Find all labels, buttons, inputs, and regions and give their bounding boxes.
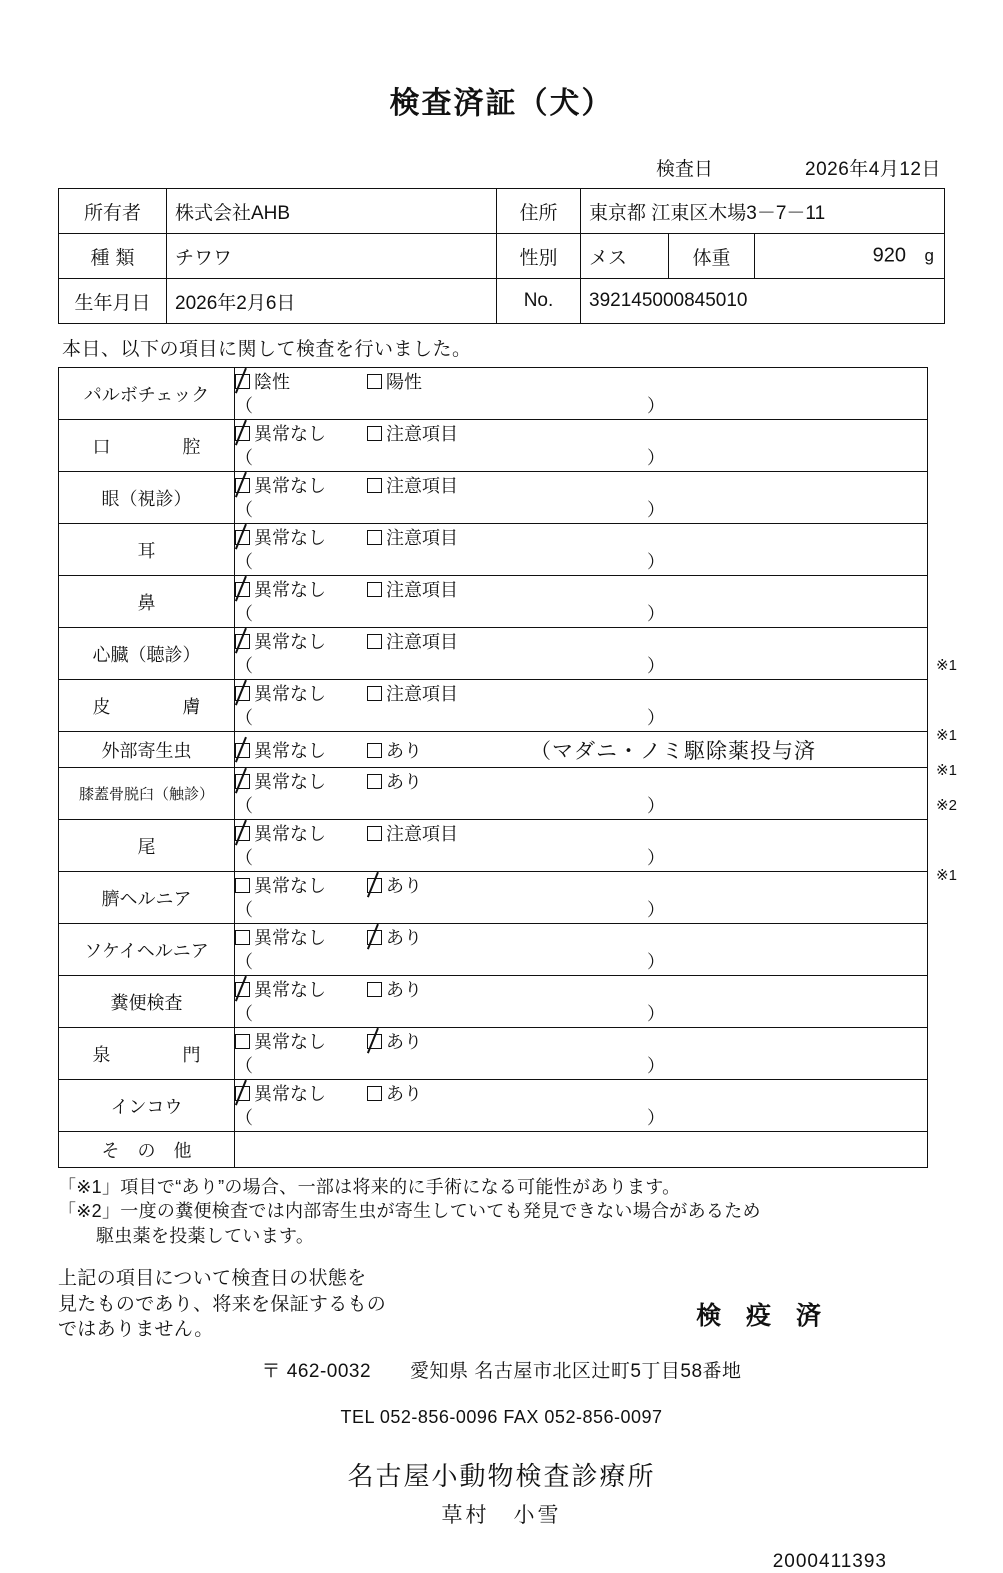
checkbox-box[interactable] — [367, 634, 382, 649]
remark-parentheses: （ ） — [235, 396, 665, 416]
lower-block — [58, 1266, 945, 1341]
sex-label: 性別 — [497, 234, 581, 279]
remark-parentheses: （ ） — [235, 656, 665, 676]
check-mark-icon — [236, 576, 254, 602]
check-mark-icon — [236, 737, 254, 763]
checkbox-box[interactable] — [235, 878, 250, 893]
option-label: 異常なし — [254, 740, 326, 761]
check-item-label: 皮 膚 — [59, 680, 235, 732]
table-row — [59, 680, 928, 732]
footnote-marker: ※2 — [936, 796, 957, 814]
veterinarian-name: 草村 小雪 — [441, 1503, 562, 1527]
checkbox-option-1[interactable] — [235, 924, 367, 950]
check-item-options — [235, 472, 928, 524]
option-label: あり — [386, 1032, 422, 1052]
footnote-1: 「※1」項目で“あり”の場合、一部は将来的に手術になる可能性があります。 — [58, 1177, 681, 1197]
option-label: 異常なし — [254, 632, 326, 652]
checkbox-box[interactable] — [367, 826, 382, 841]
remark-parentheses: （ ） — [235, 796, 665, 816]
checkbox-box[interactable] — [235, 930, 250, 945]
table-row — [59, 924, 928, 976]
weight-label: 体重 — [668, 234, 754, 279]
birth-label: 生年月日 — [59, 279, 167, 324]
no-label: No. — [497, 279, 581, 324]
remark-parentheses: （ ） — [235, 500, 665, 520]
checkbox-box[interactable] — [235, 774, 250, 789]
checkbox-option-2[interactable] — [367, 737, 517, 763]
remark-parentheses: （ ） — [235, 952, 665, 972]
checkbox-box[interactable] — [367, 774, 382, 789]
checkbox-box[interactable] — [367, 686, 382, 701]
checkbox-option-2[interactable] — [367, 472, 517, 498]
checkbox-option-1[interactable] — [235, 768, 367, 794]
other-label: そ の 他 — [59, 1132, 235, 1168]
checkbox-option-2[interactable] — [367, 820, 517, 846]
check-item-label: 尾 — [59, 820, 235, 872]
check-mark-icon — [236, 472, 254, 498]
option-label: 異常なし — [254, 580, 326, 600]
table-row-other — [59, 1132, 928, 1168]
check-mark-icon — [368, 924, 386, 950]
sex-value: メス — [581, 234, 669, 279]
disclaimer-line-1: 上記の項目について検査日の状態を — [58, 1267, 367, 1289]
check-mark-icon — [236, 1080, 254, 1106]
info-table — [58, 188, 945, 324]
address-value: 東京都 江東区木場3－7－11 — [581, 189, 945, 234]
option-label: 異常なし — [254, 772, 326, 792]
option-label: 異常なし — [254, 824, 326, 844]
option-label: 異常なし — [254, 528, 326, 548]
table-row — [59, 472, 928, 524]
check-item-options — [235, 820, 928, 872]
check-item-label: 心臓（聴診） — [59, 628, 235, 680]
clinic-name: 名古屋小動物検査診療所 — [347, 1460, 656, 1491]
check-item-label: 臍ヘルニア — [59, 872, 235, 924]
remark-parentheses: （ ） — [235, 1108, 665, 1128]
check-mark-icon — [236, 976, 254, 1002]
check-item-label: パルボチェック — [59, 368, 235, 420]
check-mark-icon — [236, 368, 254, 394]
footnote-marker: ※1 — [936, 656, 957, 674]
option-label: あり — [386, 876, 422, 896]
page-title: 検査済証（犬） — [389, 87, 614, 120]
table-row — [59, 628, 928, 680]
check-item-options — [235, 924, 928, 976]
table-row — [59, 576, 928, 628]
checkbox-box[interactable] — [367, 426, 382, 441]
option-label: 注意項目 — [386, 824, 458, 844]
checkbox-option-2[interactable] — [367, 872, 517, 898]
table-row — [59, 1080, 928, 1132]
option-label: 陰性 — [254, 372, 290, 392]
exam-date-row — [58, 154, 941, 181]
table-row — [59, 820, 928, 872]
checkbox-box[interactable] — [235, 982, 250, 997]
breed-label: 種類 — [59, 234, 167, 279]
owner-label: 所有者 — [59, 189, 167, 234]
check-mark-icon — [236, 628, 254, 654]
checkbox-option-1[interactable] — [235, 472, 367, 498]
exam-statement: 本日、以下の項目に関して検査を行いました。 — [62, 339, 472, 360]
footnote-marker: ※1 — [936, 761, 957, 779]
checkbox-box[interactable] — [367, 743, 382, 758]
remark-parentheses: （ ） — [235, 900, 665, 920]
option-label: あり — [386, 740, 422, 761]
check-table — [58, 367, 928, 1168]
check-item-options — [235, 420, 928, 472]
check-table-wrap — [58, 367, 957, 1168]
checkbox-box[interactable] — [235, 1086, 250, 1101]
check-item-label: 口 腔 — [59, 420, 235, 472]
checkbox-option-2[interactable] — [367, 628, 517, 654]
disclaimer-line-2: 見たものであり、将来を保証するもの — [58, 1293, 387, 1315]
checkbox-box[interactable] — [235, 582, 250, 597]
checkbox-box[interactable] — [235, 826, 250, 841]
check-item-note: （マダニ・ノミ駆除薬投与済 — [530, 739, 816, 763]
remark-parentheses: （ ） — [235, 448, 665, 468]
check-item-options — [235, 680, 928, 732]
check-item-label: 糞便検査 — [59, 976, 235, 1028]
table-row — [59, 768, 928, 820]
checkbox-box[interactable] — [367, 530, 382, 545]
option-label: 注意項目 — [386, 632, 458, 652]
checkbox-box[interactable] — [367, 478, 382, 493]
weight-unit: g — [924, 246, 934, 265]
check-item-label: ソケイヘルニア — [59, 924, 235, 976]
clinic-address: 〒 462-0032 愛知県 名古屋市北区辻町5丁目58番地 — [261, 1360, 742, 1382]
owner-value: 株式会社AHB — [167, 189, 497, 234]
remark-parentheses: （ ） — [235, 604, 665, 624]
footnote-3: 駆虫薬を投薬しています。 — [96, 1225, 315, 1246]
option-label: 注意項目 — [386, 580, 458, 600]
table-row — [59, 872, 928, 924]
check-mark-icon — [236, 820, 254, 846]
option-label: あり — [386, 1084, 422, 1104]
checkbox-option-2[interactable] — [367, 524, 517, 550]
footnote-marker: ※1 — [936, 726, 957, 744]
check-mark-icon — [236, 420, 254, 446]
table-row — [59, 420, 928, 472]
option-label: 異常なし — [254, 876, 326, 896]
remark-parentheses: （ ） — [235, 552, 665, 572]
checkbox-option-1[interactable] — [235, 737, 367, 763]
remark-parentheses: （ ） — [235, 848, 665, 868]
checkbox-option-1[interactable] — [235, 976, 367, 1002]
footnote-marker: ※1 — [936, 866, 957, 884]
option-label: 異常なし — [254, 684, 326, 704]
exam-date-value: 2026年4月12日 — [805, 159, 941, 180]
table-row-birth — [59, 279, 945, 324]
checkbox-box[interactable] — [367, 1034, 382, 1049]
option-label: 注意項目 — [386, 476, 458, 496]
serial-number: 2000411393 — [772, 1550, 887, 1572]
check-mark-icon — [236, 524, 254, 550]
check-item-options — [235, 976, 928, 1028]
checkbox-option-1[interactable] — [235, 420, 367, 446]
weight-value-cell — [754, 234, 944, 279]
remark-parentheses: （ ） — [235, 1004, 665, 1024]
checkbox-box[interactable] — [235, 743, 250, 758]
check-mark-icon — [236, 768, 254, 794]
option-label: 異常なし — [254, 980, 326, 1000]
option-label: あり — [386, 980, 422, 1000]
checkbox-box[interactable] — [235, 426, 250, 441]
address-label: 住所 — [497, 189, 581, 234]
option-label: 異常なし — [254, 476, 326, 496]
checkbox-box[interactable] — [235, 1034, 250, 1049]
certificate-page — [0, 78, 1003, 1572]
breed-value: チワワ — [167, 234, 497, 279]
checkbox-option-1[interactable] — [235, 680, 367, 706]
checkbox-option-2[interactable] — [367, 768, 517, 794]
checkbox-option-1[interactable] — [235, 628, 367, 654]
option-label: 異常なし — [254, 1084, 326, 1104]
check-item-label: 泉 門 — [59, 1028, 235, 1080]
check-item-label: 眼（視診） — [59, 472, 235, 524]
checkbox-box[interactable] — [367, 982, 382, 997]
checkbox-option-2[interactable] — [367, 1080, 517, 1106]
option-label: 注意項目 — [386, 684, 458, 704]
checkbox-option-2[interactable] — [367, 420, 517, 446]
check-item-options — [235, 732, 928, 768]
checkbox-box[interactable] — [235, 530, 250, 545]
checkbox-option-2[interactable] — [367, 368, 517, 394]
footnote-2: 「※2」一度の糞便検査では内部寄生虫が寄生していても発見できない場合があるため — [58, 1201, 761, 1222]
option-label: あり — [386, 772, 422, 792]
no-value: 392145000845010 — [581, 279, 945, 324]
option-label: あり — [386, 928, 422, 948]
table-row — [59, 368, 928, 420]
checkbox-option-2[interactable] — [367, 576, 517, 602]
remark-parentheses: （ ） — [235, 708, 665, 728]
checkbox-option-1[interactable] — [235, 872, 367, 898]
table-row-breed — [59, 234, 945, 279]
clinic-tel: TEL 052-856-0096 FAX 052-856-0097 — [340, 1406, 663, 1427]
checkbox-option-1[interactable] — [235, 524, 367, 550]
option-label: 異常なし — [254, 424, 326, 444]
checkbox-option-2[interactable] — [367, 924, 517, 950]
table-row — [59, 976, 928, 1028]
checkbox-box[interactable] — [367, 582, 382, 597]
table-row — [59, 732, 928, 768]
remark-parentheses: （ ） — [235, 1056, 665, 1076]
check-mark-icon — [368, 872, 386, 898]
check-item-options — [235, 628, 928, 680]
checkbox-option-1[interactable] — [235, 820, 367, 846]
option-label: 異常なし — [254, 1032, 326, 1052]
table-row-owner — [59, 189, 945, 234]
checkbox-box[interactable] — [235, 374, 250, 389]
checkbox-option-2[interactable] — [367, 680, 517, 706]
checkbox-option-2[interactable] — [367, 1028, 517, 1054]
weight-value: 920 — [872, 244, 906, 267]
checkbox-box[interactable] — [235, 686, 250, 701]
checkbox-box[interactable] — [367, 374, 382, 389]
checkbox-option-1[interactable] — [235, 576, 367, 602]
check-item-label: 膝蓋骨脱臼（触診） — [59, 768, 235, 820]
check-item-options — [235, 872, 928, 924]
exam-date-label: 検査日 — [656, 159, 714, 180]
check-item-options — [235, 1080, 928, 1132]
option-label: 陽性 — [386, 372, 422, 392]
footnotes — [58, 1175, 945, 1248]
checkbox-box[interactable] — [367, 1086, 382, 1101]
check-item-options — [235, 524, 928, 576]
option-label: 注意項目 — [386, 424, 458, 444]
checkbox-option-2[interactable] — [367, 976, 517, 1002]
check-item-label: 外部寄生虫 — [59, 732, 235, 768]
check-mark-icon — [236, 680, 254, 706]
checkbox-box[interactable] — [367, 930, 382, 945]
check-item-options — [235, 768, 928, 820]
option-label: 注意項目 — [386, 528, 458, 548]
check-mark-icon — [368, 1028, 386, 1054]
quarantine-stamp: 検 疫 済 — [696, 1301, 830, 1330]
checkbox-option-1[interactable] — [235, 1028, 367, 1054]
check-item-options — [235, 576, 928, 628]
check-item-label: 耳 — [59, 524, 235, 576]
birth-value: 2026年2月6日 — [167, 279, 497, 324]
other-value[interactable] — [235, 1132, 928, 1168]
disclaimer-line-3: ではありません。 — [58, 1319, 214, 1341]
check-item-label: インコウ — [59, 1080, 235, 1132]
table-row — [59, 524, 928, 576]
check-item-label: 鼻 — [59, 576, 235, 628]
table-row — [59, 1028, 928, 1080]
checkbox-box[interactable] — [235, 478, 250, 493]
check-item-options — [235, 368, 928, 420]
checkbox-box[interactable] — [367, 878, 382, 893]
checkbox-box[interactable] — [235, 634, 250, 649]
check-item-options — [235, 1028, 928, 1080]
checkbox-option-1[interactable] — [235, 368, 367, 394]
option-label: 異常なし — [254, 928, 326, 948]
checkbox-option-1[interactable] — [235, 1080, 367, 1106]
